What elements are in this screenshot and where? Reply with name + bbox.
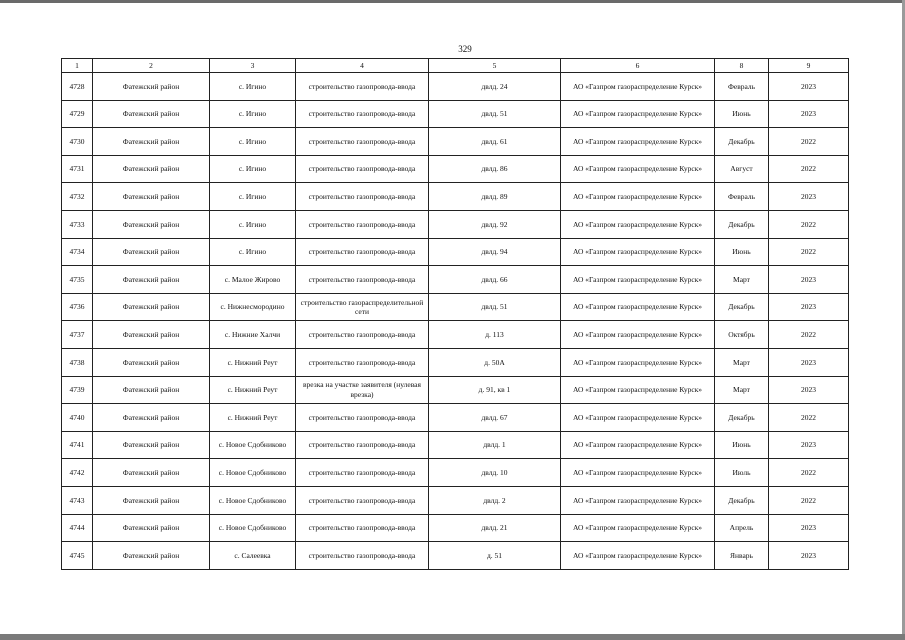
cell-settlement: с. Нижний Реут (210, 376, 296, 404)
cell-work-type: строительство газопровода-ввода (296, 542, 429, 570)
cell-address: д. 51 (429, 542, 561, 570)
table-row (62, 431, 849, 459)
cell-settlement: с. Нижние Халчи (210, 321, 296, 349)
table-body (62, 73, 849, 570)
cell-work-type: строительство газопровода-ввода (296, 100, 429, 128)
gasification-table (61, 58, 849, 570)
cell-month: Июль (715, 459, 769, 487)
cell-organization: АО «Газпром газораспределение Курск» (561, 348, 715, 376)
cell-district: Фатежский район (93, 514, 210, 542)
table-row (62, 210, 849, 238)
table-row (62, 155, 849, 183)
cell-settlement: с. Игино (210, 128, 296, 156)
cell-settlement: с. Новое Сдобниково (210, 486, 296, 514)
cell-district: Фатежский район (93, 128, 210, 156)
cell-number: 4740 (62, 404, 93, 432)
cell-address: двлд. 61 (429, 128, 561, 156)
cell-work-type: строительство газопровода-ввода (296, 210, 429, 238)
scan-edge-top (0, 0, 905, 3)
cell-address: двлд. 92 (429, 210, 561, 238)
cell-year: 2022 (769, 404, 849, 432)
cell-year: 2023 (769, 183, 849, 211)
cell-year: 2022 (769, 459, 849, 487)
scan-edge-bottom (0, 634, 905, 640)
cell-number: 4739 (62, 376, 93, 404)
cell-number: 4741 (62, 431, 93, 459)
cell-address: двлд. 51 (429, 100, 561, 128)
cell-settlement: с. Нижнесмородино (210, 293, 296, 321)
header-cell: 6 (561, 59, 715, 73)
cell-number: 4735 (62, 266, 93, 294)
cell-settlement: с. Игино (210, 238, 296, 266)
cell-settlement: с. Игино (210, 183, 296, 211)
cell-district: Фатежский район (93, 486, 210, 514)
cell-address: двлд. 89 (429, 183, 561, 211)
table-row (62, 100, 849, 128)
cell-settlement: с. Игино (210, 210, 296, 238)
cell-settlement: с. Новое Сдобниково (210, 431, 296, 459)
cell-work-type: строительство газопровода-ввода (296, 155, 429, 183)
cell-organization: АО «Газпром газораспределение Курск» (561, 404, 715, 432)
cell-work-type: строительство газопровода-ввода (296, 73, 429, 101)
cell-settlement: с. Новое Сдобниково (210, 514, 296, 542)
header-cell: 8 (715, 59, 769, 73)
cell-district: Фатежский район (93, 266, 210, 294)
cell-district: Фатежский район (93, 293, 210, 321)
header-cell: 2 (93, 59, 210, 73)
cell-month: Август (715, 155, 769, 183)
cell-address: д. 91, кв 1 (429, 376, 561, 404)
cell-organization: АО «Газпром газораспределение Курск» (561, 100, 715, 128)
cell-number: 4730 (62, 128, 93, 156)
cell-address: двлд. 86 (429, 155, 561, 183)
cell-work-type: строительство газопровода-ввода (296, 514, 429, 542)
cell-district: Фатежский район (93, 459, 210, 487)
cell-organization: АО «Газпром газораспределение Курск» (561, 486, 715, 514)
cell-year: 2023 (769, 431, 849, 459)
cell-month: Декабрь (715, 210, 769, 238)
table-row (62, 293, 849, 321)
cell-year: 2023 (769, 376, 849, 404)
table-row (62, 459, 849, 487)
cell-organization: АО «Газпром газораспределение Курск» (561, 376, 715, 404)
cell-number: 4728 (62, 73, 93, 101)
cell-month: Декабрь (715, 486, 769, 514)
cell-settlement: с. Нижний Реут (210, 404, 296, 432)
cell-work-type: строительство газопровода-ввода (296, 238, 429, 266)
cell-work-type: строительство газопровода-ввода (296, 348, 429, 376)
cell-year: 2022 (769, 321, 849, 349)
cell-year: 2023 (769, 100, 849, 128)
cell-organization: АО «Газпром газораспределение Курск» (561, 514, 715, 542)
cell-work-type: строительство газопровода-ввода (296, 321, 429, 349)
table-row (62, 348, 849, 376)
cell-number: 4745 (62, 542, 93, 570)
cell-work-type: строительство газопровода-ввода (296, 459, 429, 487)
cell-month: Июнь (715, 431, 769, 459)
cell-month: Декабрь (715, 128, 769, 156)
cell-month: Июнь (715, 238, 769, 266)
header-cell: 4 (296, 59, 429, 73)
cell-year: 2022 (769, 210, 849, 238)
cell-work-type: строительство газопровода-ввода (296, 183, 429, 211)
cell-address: двлд. 67 (429, 404, 561, 432)
cell-address: двлд. 21 (429, 514, 561, 542)
cell-year: 2022 (769, 486, 849, 514)
cell-organization: АО «Газпром газораспределение Курск» (561, 128, 715, 156)
cell-district: Фатежский район (93, 210, 210, 238)
cell-number: 4731 (62, 155, 93, 183)
header-cell: 5 (429, 59, 561, 73)
cell-address: двлд. 2 (429, 486, 561, 514)
cell-month: Март (715, 266, 769, 294)
cell-organization: АО «Газпром газораспределение Курск» (561, 183, 715, 211)
cell-month: Июнь (715, 100, 769, 128)
cell-district: Фатежский район (93, 100, 210, 128)
cell-month: Март (715, 348, 769, 376)
cell-settlement: с. Нижний Реут (210, 348, 296, 376)
cell-number: 4737 (62, 321, 93, 349)
table-row (62, 321, 849, 349)
cell-work-type: строительство газопровода-ввода (296, 266, 429, 294)
cell-district: Фатежский район (93, 431, 210, 459)
cell-organization: АО «Газпром газораспределение Курск» (561, 210, 715, 238)
cell-settlement: с. Малое Жирово (210, 266, 296, 294)
page-number: 329 (458, 44, 472, 54)
cell-year: 2023 (769, 293, 849, 321)
cell-district: Фатежский район (93, 183, 210, 211)
cell-district: Фатежский район (93, 348, 210, 376)
table-row (62, 128, 849, 156)
cell-organization: АО «Газпром газораспределение Курск» (561, 155, 715, 183)
header-row (62, 59, 849, 73)
cell-number: 4742 (62, 459, 93, 487)
cell-month: Февраль (715, 183, 769, 211)
cell-district: Фатежский район (93, 155, 210, 183)
cell-organization: АО «Газпром газораспределение Курск» (561, 321, 715, 349)
table-row (62, 266, 849, 294)
cell-work-type: строительство газораспределительной сети (296, 293, 429, 321)
cell-settlement: с. Салеевка (210, 542, 296, 570)
cell-year: 2022 (769, 128, 849, 156)
cell-month: Январь (715, 542, 769, 570)
cell-settlement: с. Новое Сдобниково (210, 459, 296, 487)
cell-address: двлд. 66 (429, 266, 561, 294)
cell-work-type: строительство газопровода-ввода (296, 431, 429, 459)
cell-year: 2023 (769, 542, 849, 570)
cell-address: двлд. 51 (429, 293, 561, 321)
table-row (62, 404, 849, 432)
cell-number: 4732 (62, 183, 93, 211)
cell-address: двлд. 10 (429, 459, 561, 487)
cell-year: 2023 (769, 73, 849, 101)
cell-settlement: с. Игино (210, 100, 296, 128)
cell-district: Фатежский район (93, 376, 210, 404)
cell-work-type: строительство газопровода-ввода (296, 404, 429, 432)
table-row (62, 73, 849, 101)
header-cell: 1 (62, 59, 93, 73)
cell-month: Декабрь (715, 404, 769, 432)
cell-year: 2023 (769, 514, 849, 542)
cell-organization: АО «Газпром газораспределение Курск» (561, 542, 715, 570)
cell-month: Февраль (715, 73, 769, 101)
cell-organization: АО «Газпром газораспределение Курск» (561, 459, 715, 487)
cell-month: Октябрь (715, 321, 769, 349)
table-row (62, 183, 849, 211)
table-row (62, 376, 849, 404)
cell-district: Фатежский район (93, 321, 210, 349)
cell-month: Декабрь (715, 293, 769, 321)
cell-number: 4738 (62, 348, 93, 376)
table-header (62, 59, 849, 73)
table-row (62, 542, 849, 570)
cell-number: 4743 (62, 486, 93, 514)
cell-work-type: строительство газопровода-ввода (296, 486, 429, 514)
cell-month: Апрель (715, 514, 769, 542)
cell-year: 2023 (769, 348, 849, 376)
cell-address: д. 113 (429, 321, 561, 349)
cell-work-type: врезка на участке заявителя (нулевая врезка) (296, 376, 429, 404)
table-row (62, 514, 849, 542)
cell-number: 4744 (62, 514, 93, 542)
header-cell: 3 (210, 59, 296, 73)
cell-number: 4729 (62, 100, 93, 128)
cell-organization: АО «Газпром газораспределение Курск» (561, 73, 715, 101)
cell-month: Март (715, 376, 769, 404)
cell-number: 4734 (62, 238, 93, 266)
cell-work-type: строительство газопровода-ввода (296, 128, 429, 156)
cell-year: 2022 (769, 155, 849, 183)
cell-organization: АО «Газпром газораспределение Курск» (561, 266, 715, 294)
cell-settlement: с. Игино (210, 73, 296, 101)
cell-district: Фатежский район (93, 238, 210, 266)
cell-district: Фатежский район (93, 542, 210, 570)
cell-organization: АО «Газпром газораспределение Курск» (561, 238, 715, 266)
cell-address: двлд. 1 (429, 431, 561, 459)
cell-organization: АО «Газпром газораспределение Курск» (561, 431, 715, 459)
cell-district: Фатежский район (93, 404, 210, 432)
cell-district: Фатежский район (93, 73, 210, 101)
cell-address: двлд. 24 (429, 73, 561, 101)
cell-organization: АО «Газпром газораспределение Курск» (561, 293, 715, 321)
header-cell: 9 (769, 59, 849, 73)
cell-number: 4733 (62, 210, 93, 238)
cell-settlement: с. Игино (210, 155, 296, 183)
cell-year: 2023 (769, 266, 849, 294)
cell-year: 2022 (769, 238, 849, 266)
cell-number: 4736 (62, 293, 93, 321)
cell-address: д. 50А (429, 348, 561, 376)
cell-address: двлд. 94 (429, 238, 561, 266)
table-row (62, 238, 849, 266)
table-row (62, 486, 849, 514)
